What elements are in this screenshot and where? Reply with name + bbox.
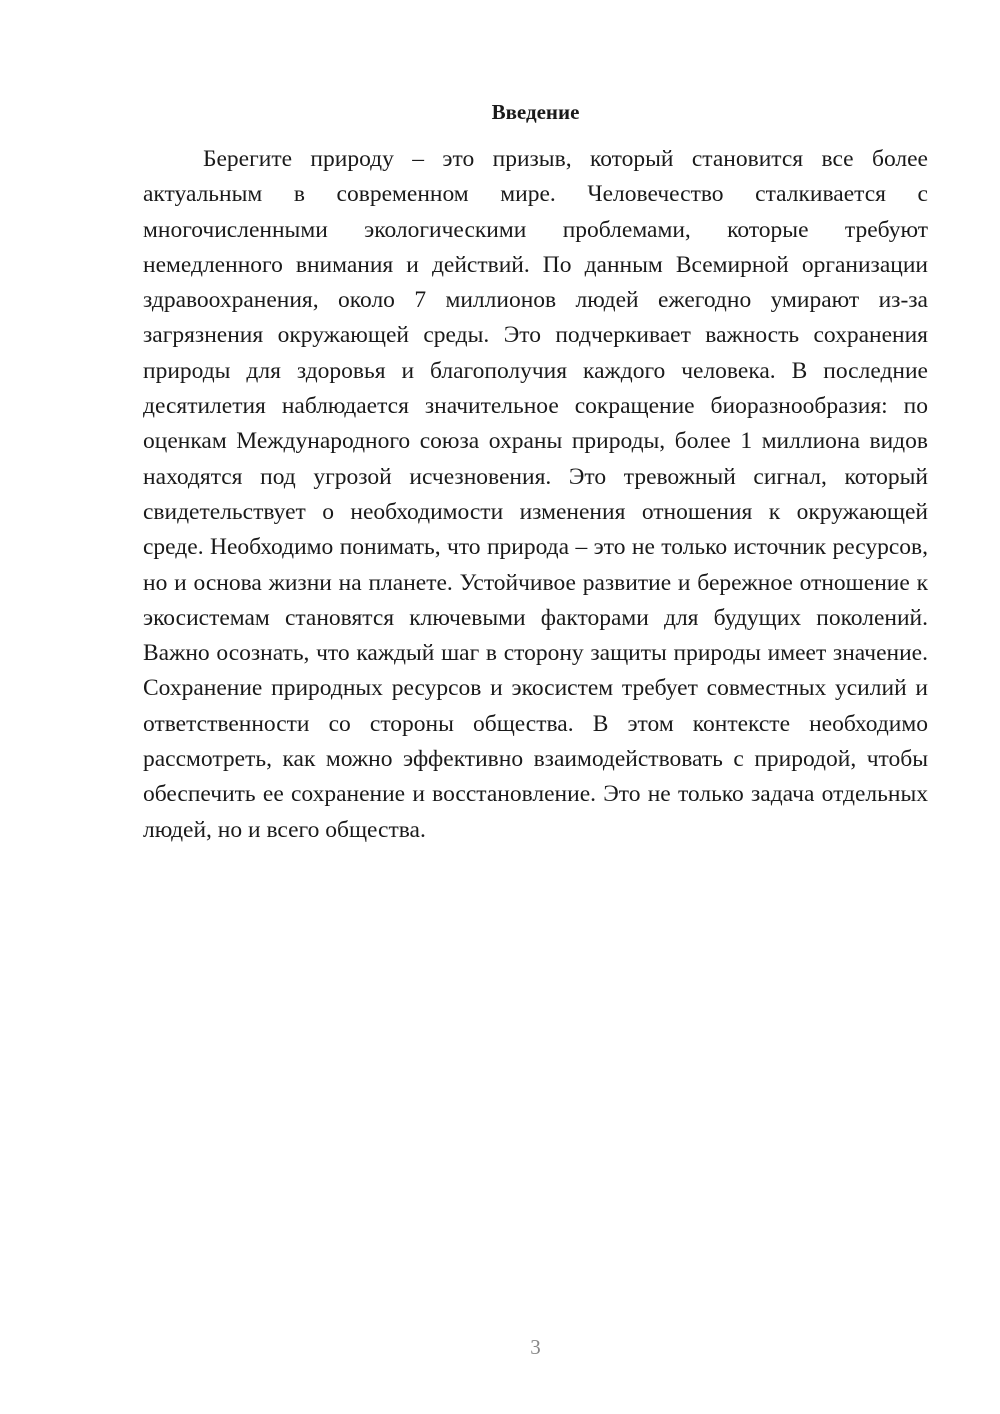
body-paragraph: Берегите природу – это призыв, который становится все более актуальным в современном мире. Человечество сталкивается с многочисленными экологическими проблемами, которые требуют немедленного внимания и действий. По данным Всемирной организации здравоохранения, около 7 миллионов людей ежегодно умирают из-за загрязнения окружающей среды. Это подчеркивает важность сохранения природы для здоровья и благополучия каждого человека. В последние десятилетия наблюдается значительное сокращение биоразнообразия: по оценкам Международного союза охраны природы, более 1 миллиона видов находятся под угрозой исчезновения. Это тревожный сигнал, который свидетельствует о необходимости изменения отношения к окружающей среде. Необходимо понимать, что природа – это не только источник ресурсов, но и основа жизни на планете. Устойчивое развитие и бережное отношение к экосистемам становятся ключевыми факторами для будущих поколений. Важно осознать, что каждый шаг в сторону защиты природы имеет значение. Сохранение природных ресурсов и экосистем требует совместных усилий и ответственности со стороны общества. В этом контексте необходимо рассмотреть, как можно эффективно взаимодействовать с природой, чтобы обеспечить ее сохранение и восстановление. Это не только задача отдельных людей, но и всего общества. — [143, 146, 928, 843]
page-number: 3 — [530, 1335, 541, 1359]
section-heading: Введение — [491, 100, 580, 124]
